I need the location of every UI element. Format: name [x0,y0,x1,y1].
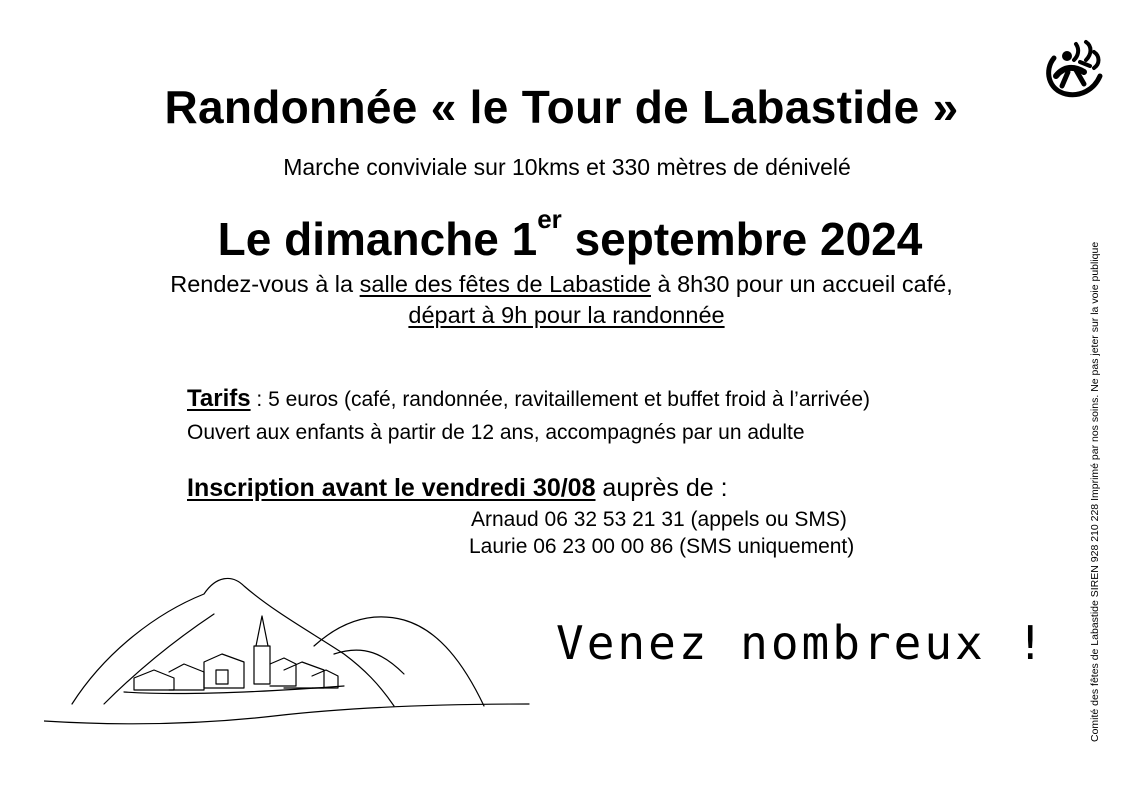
event-title: Randonnée « le Tour de Labastide » [164,81,959,133]
inscription-line [187,474,728,503]
date-prefix: Le dimanche 1 [217,213,538,265]
date-ordinal: er [537,204,562,234]
rendezvous-after: à 8h30 pour un accueil café, [650,271,953,297]
village-mountain-illustration [44,574,534,734]
tarifs-text: : 5 euros (café, randonnée, ravitaillement et buffet froid à l’arrivée) [250,388,871,411]
rendezvous-place: salle des fêtes de Labastide [359,271,651,297]
legal-notice: Comité des fêtes de Labastide SIREN 928 210 228 Imprimé par nos soins. Ne pas jeter sur la voie publique [1089,241,1101,742]
contact-arnaud: Arnaud 06 32 53 21 31 (appels ou SMS) [471,508,847,531]
festival-logo-icon [1040,36,1106,102]
departure-line [0,302,1123,329]
rendezvous-line [0,271,1123,298]
tarifs-line [187,385,870,413]
inscription-text: auprès de : [595,474,728,502]
event-date [0,204,1123,266]
departure-text: départ à 9h pour la randonnée [408,302,725,328]
contact-laurie: Laurie 06 23 00 00 86 (SMS uniquement) [469,535,855,558]
date-suffix: septembre 2024 [561,213,923,265]
children-info: Ouvert aux enfants à partir de 12 ans, accompagnés par un adulte [187,421,805,444]
closing-message: Venez nombreux ! [556,616,1048,670]
inscription-label: Inscription avant le vendredi 30/08 [187,474,596,502]
event-subtitle: Marche conviviale sur 10kms et 330 mètres de dénivelé [283,154,851,180]
rendezvous-before: Rendez-vous à la [170,271,360,297]
tarifs-label: Tarifs [187,385,251,412]
